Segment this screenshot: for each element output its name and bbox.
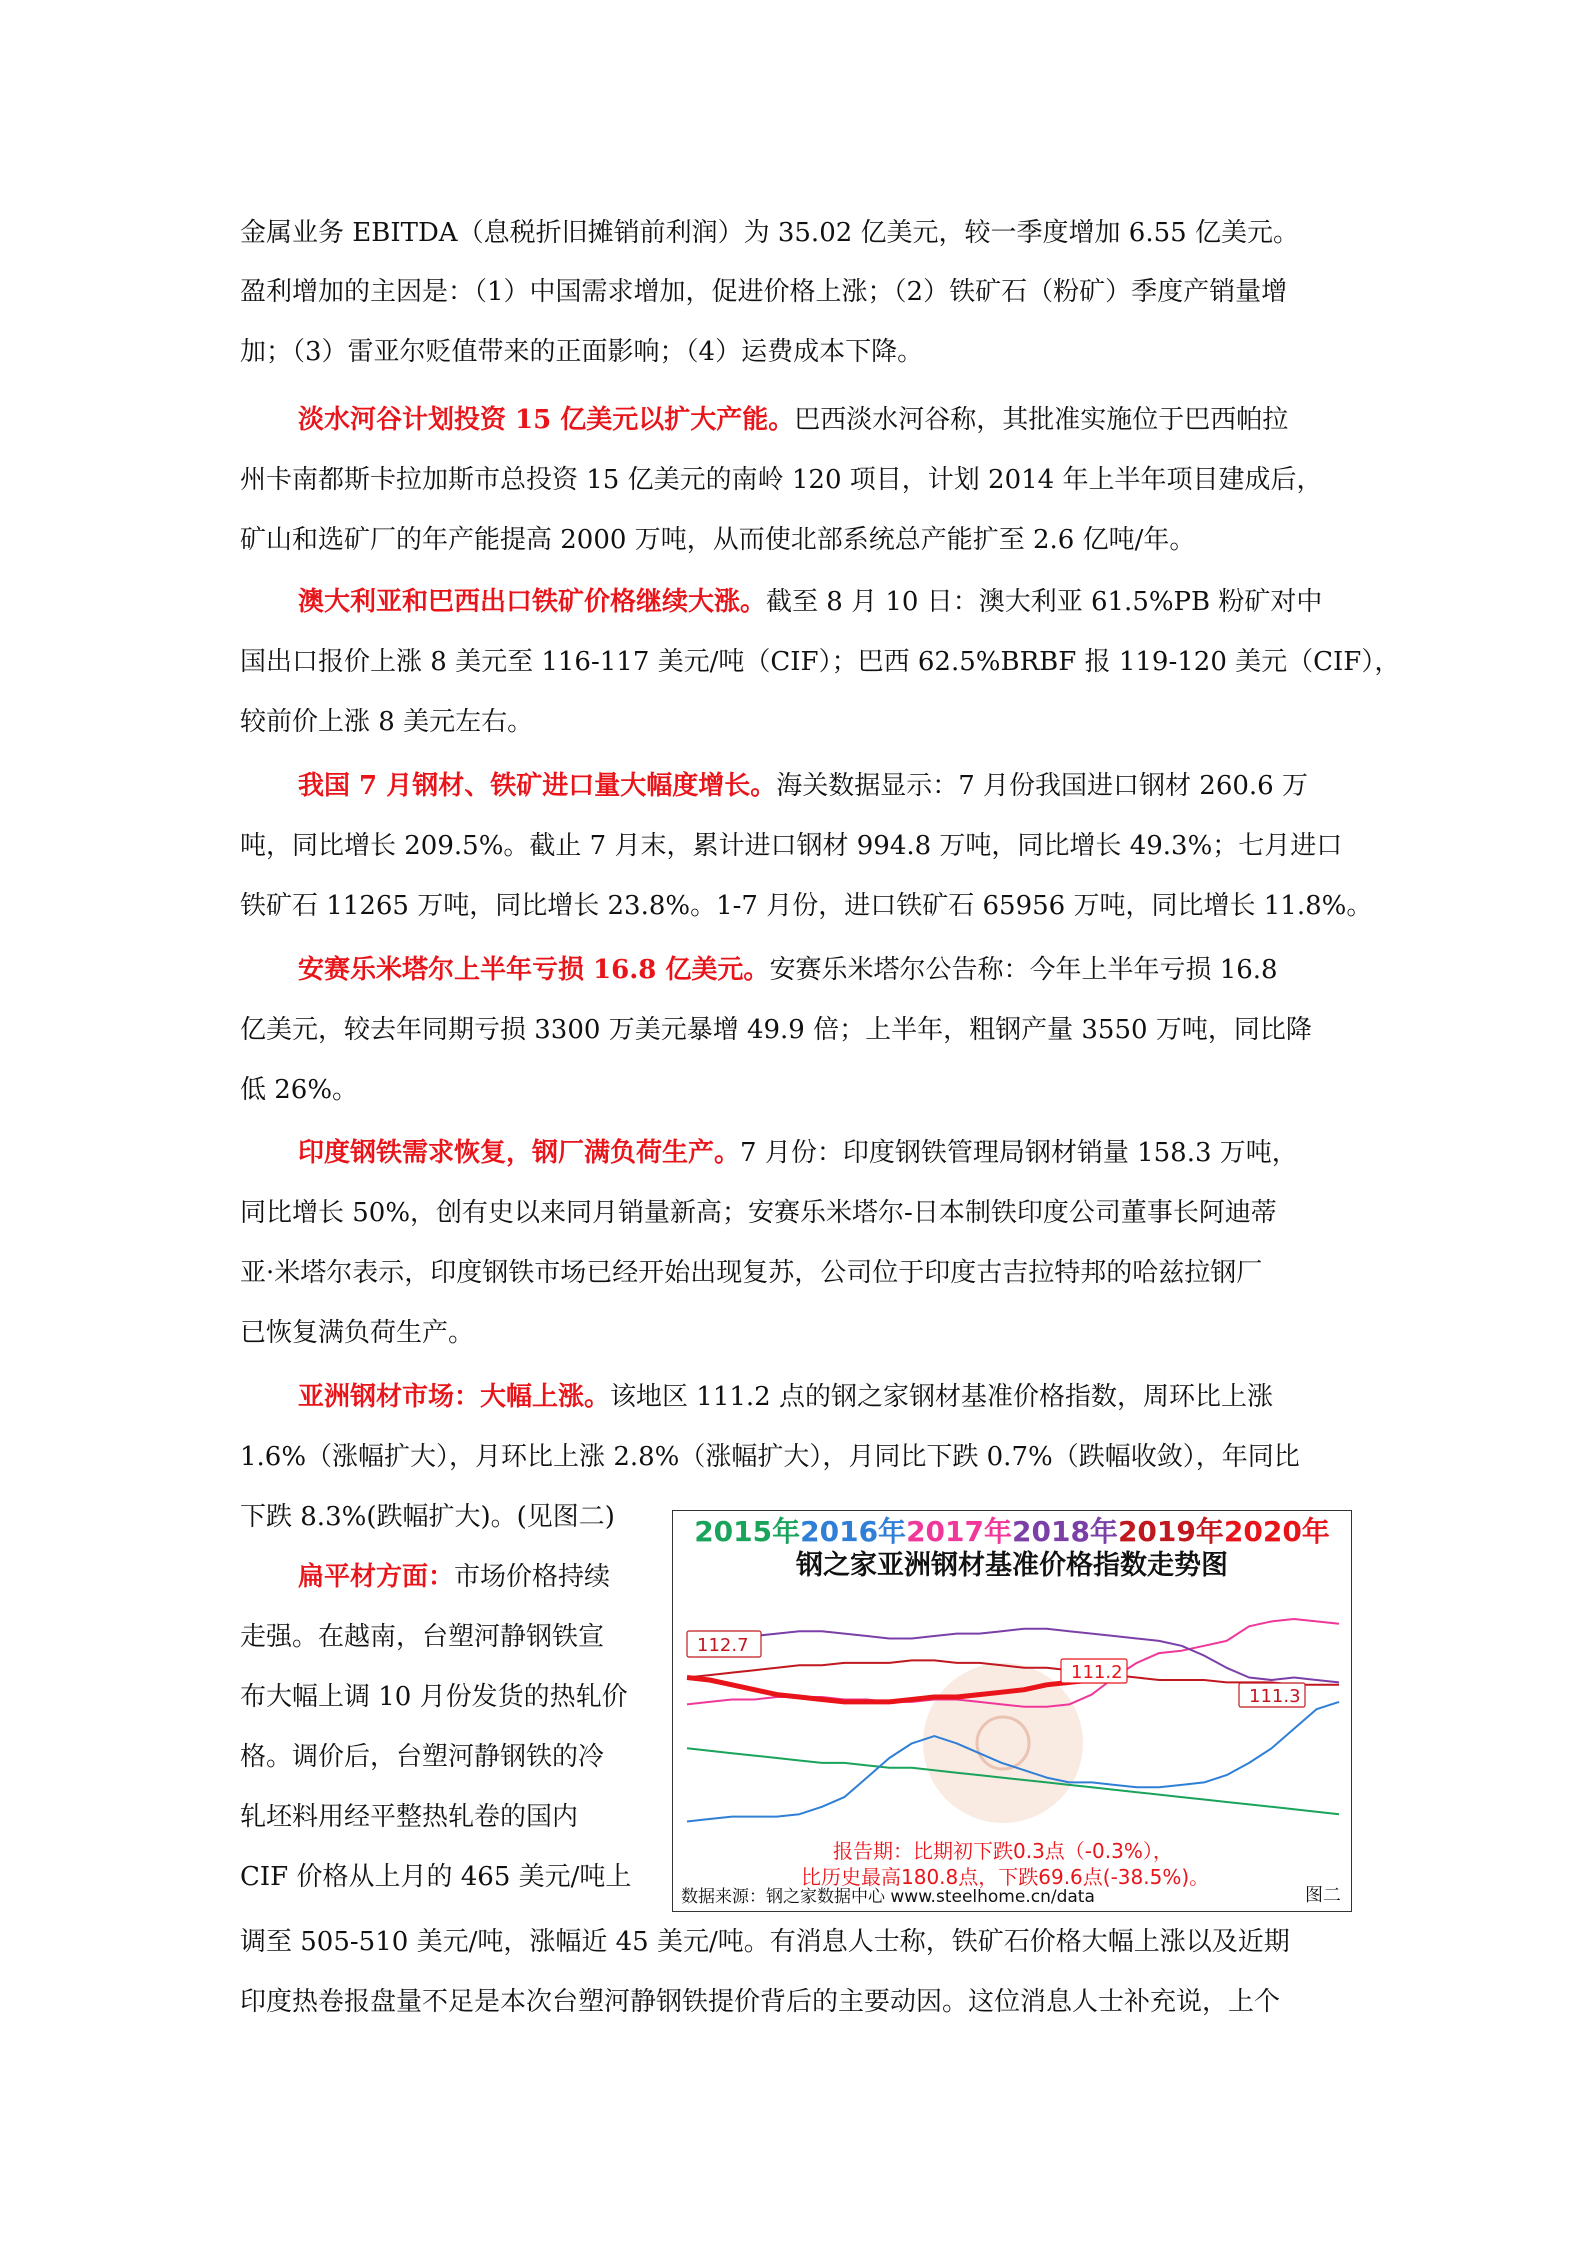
p3-text: 截至 8 月 10 日：澳大利亚 61.5%PB 粉矿对中 — [766, 587, 1323, 617]
p8-line-1 — [298, 1557, 610, 1597]
p5-line-1 — [298, 950, 1278, 990]
legend-2017: 2017年 — [906, 1515, 1012, 1548]
legend-2019: 2019年 — [1117, 1515, 1224, 1548]
p4-text: 海关数据显示：7 月份我国进口钢材 260.6 万 — [776, 771, 1308, 801]
p3-lead: 澳大利亚和巴西出口铁矿价格继续大涨。 — [298, 587, 767, 617]
p3-line-3: 较前价上涨 8 美元左右。 — [240, 707, 534, 737]
p6-line-1 — [298, 1133, 1298, 1173]
p8-text: 市场价格持续 — [454, 1562, 611, 1592]
p2-lead: 淡水河谷计划投资 15 亿美元以扩大产能。 — [298, 405, 795, 435]
label-2019: 111.3 — [1249, 1686, 1301, 1707]
p8-line-2: 走强。在越南，台塑河静钢铁宣 — [240, 1622, 605, 1652]
label-current: 111.2 — [1071, 1662, 1123, 1683]
p8-line-8: 印度热卷报盘量不足是本次台塑河静钢铁提价背后的主要动因。这位消息人士补充说，上个 — [240, 1987, 1281, 2017]
watermark-circle — [923, 1663, 1083, 1823]
p7-line-2: 1.6%（涨幅扩大），月环比上涨 2.8%（涨幅扩大），月同比下跌 0.7%（跌幅收敛），年同比 — [240, 1442, 1300, 1472]
p5-text: 安赛乐米塔尔公告称：今年上半年亏损 16.8 — [769, 955, 1278, 985]
p1-line-2: 盈利增加的主因是：（1）中国需求增加，促进价格上涨；（2）铁矿石（粉矿）季度产销量增 — [240, 277, 1288, 307]
p3-line-1 — [298, 582, 1322, 622]
figure-number: 图二 — [1305, 1885, 1341, 1906]
p4-line-1 — [298, 766, 1308, 806]
chart-source: 数据来源：钢之家数据中心 www.steelhome.cn/data — [681, 1887, 1095, 1907]
chart-note-1: 报告期：比期初下跌0.3点（-0.3%）， — [833, 1839, 1173, 1863]
p4-lead: 我国 7 月钢材、铁矿进口量大幅度增长。 — [298, 771, 777, 801]
p6-line-2: 同比增长 50%，创有史以来同月销量新高；安赛乐米塔尔-日本制铁印度公司董事长阿迪蒂 — [240, 1198, 1277, 1228]
label-start: 112.7 — [697, 1635, 749, 1656]
legend-2015: 2015年 — [694, 1515, 801, 1548]
p2-line-1 — [298, 400, 1288, 440]
p2-text: 巴西淡水河谷称，其批准实施位于巴西帕拉 — [794, 405, 1289, 435]
chart-note-2: 比历史最高180.8点，下跌69.6点(-38.5%)。 — [801, 1865, 1210, 1889]
p6-lead: 印度钢铁需求恢复，钢厂满负荷生产。 — [298, 1138, 741, 1168]
p4-line-2: 吨，同比增长 209.5%。截止 7 月末，累计进口钢材 994.8 万吨，同比增长 49.3%；七月进口 — [240, 831, 1343, 861]
p6-line-4: 已恢复满负荷生产。 — [240, 1318, 475, 1348]
p8-line-7: 调至 505-510 美元/吨，涨幅近 45 美元/吨。有消息人士称，铁矿石价格大幅上涨以及近期 — [240, 1927, 1290, 1957]
chart-title: 钢之家亚洲钢材基准价格指数走势图 — [796, 1550, 1228, 1581]
p1-line-1: 金属业务 EBITDA（息税折旧摊销前利润）为 35.02 亿美元，较一季度增加 6.55 亿美元。 — [240, 218, 1299, 248]
legend-2018: 2018年 — [1012, 1515, 1118, 1548]
p7-line-1 — [298, 1377, 1273, 1417]
p3-line-2: 国出口报价上涨 8 美元至 116-117 美元/吨（CIF）；巴西 62.5%BRBF 报 119-120 美元（CIF）， — [240, 647, 1401, 677]
p6-line-3: 亚·米塔尔表示，印度钢铁市场已经开始出现复苏，公司位于印度古吉拉特邦的哈兹拉钢厂 — [240, 1258, 1263, 1288]
legend-2020: 2020年 — [1223, 1515, 1330, 1548]
p1-line-3: 加；（3）雷亚尔贬值带来的正面影响；（4）运费成本下降。 — [240, 337, 924, 367]
p7-line-3: 下跌 8.3%(跌幅扩大)。(见图二) — [240, 1502, 615, 1532]
p7-text: 该地区 111.2 点的钢之家钢材基准价格指数，周环比上涨 — [610, 1382, 1273, 1412]
p8-line-6: CIF 价格从上月的 465 美元/吨上 — [240, 1862, 632, 1892]
p5-line-3: 低 26%。 — [240, 1075, 359, 1105]
p8-line-3: 布大幅上调 10 月份发货的热轧价 — [240, 1682, 628, 1712]
p2-line-3: 矿山和选矿厂的年产能提高 2000 万吨，从而使北部系统总产能扩至 2.6 亿吨/年。 — [240, 525, 1196, 555]
p4-line-3: 铁矿石 11265 万吨，同比增长 23.8%。1-7 月份，进口铁矿石 65956 万吨，同比增长 11.8%。 — [240, 891, 1373, 921]
p6-text: 7 月份：印度钢铁管理局钢材销量 158.3 万吨， — [740, 1138, 1298, 1168]
p2-line-2: 州卡南都斯卡拉加斯市总投资 15 亿美元的南岭 120 项目，计划 2014 年上半年项目建成后， — [240, 465, 1323, 495]
p8-lead: 扁平材方面： — [298, 1562, 455, 1592]
index-chart-figure — [672, 1510, 1352, 1912]
p5-line-2: 亿美元，较去年同期亏损 3300 万美元暴增 49.9 倍；上半年，粗钢产量 3550 万吨，同比降 — [240, 1015, 1312, 1045]
p8-line-4: 格。调价后，台塑河静钢铁的冷 — [240, 1742, 605, 1772]
p7-lead: 亚洲钢材市场：大幅上涨。 — [298, 1382, 611, 1412]
p8-line-5: 轧坯料用经平整热轧卷的国内 — [240, 1802, 579, 1832]
p5-lead: 安赛乐米塔尔上半年亏损 16.8 亿美元。 — [298, 955, 770, 985]
legend-2016: 2016年 — [800, 1515, 907, 1548]
